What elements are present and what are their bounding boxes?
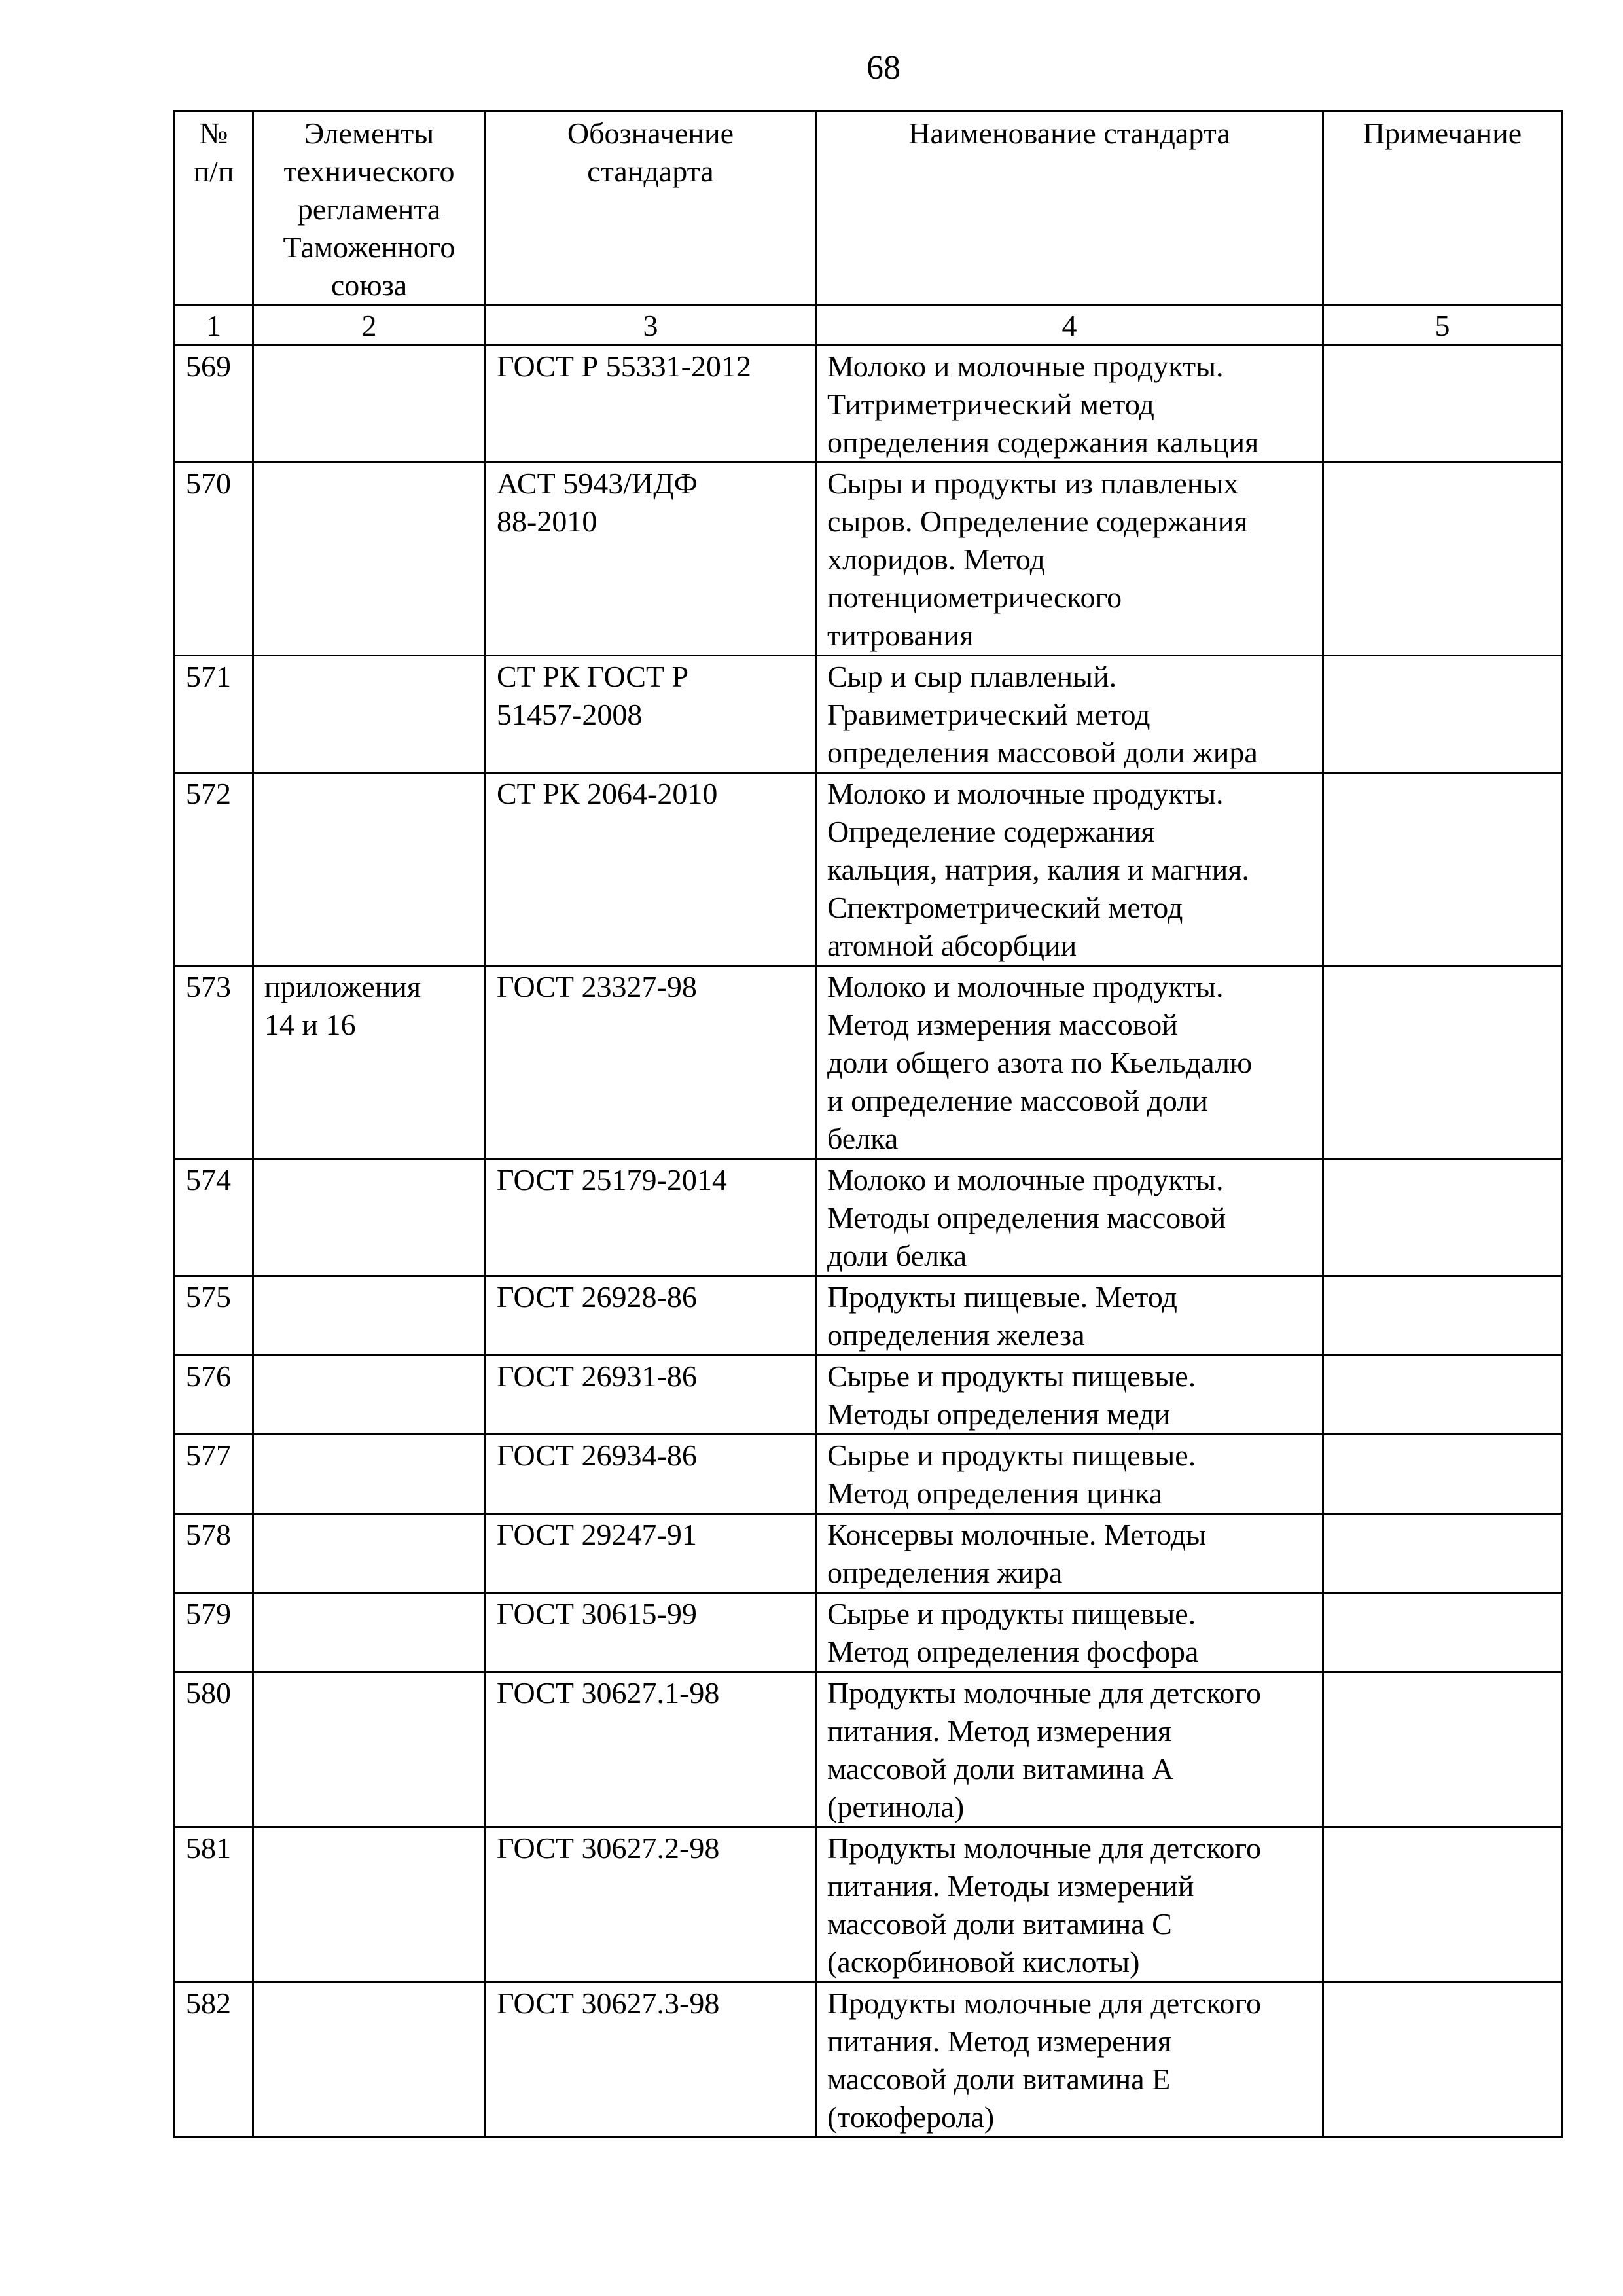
row-number: 576 bbox=[175, 1355, 253, 1435]
row-number: 570 bbox=[175, 463, 253, 656]
row-designation: ГОСТ 30627.3-98 bbox=[486, 1982, 816, 2138]
table-row bbox=[175, 1514, 1562, 1593]
row-note bbox=[1323, 463, 1562, 656]
row-element bbox=[253, 773, 486, 966]
table-row bbox=[175, 1672, 1562, 1827]
row-designation: ГОСТ 29247-91 bbox=[486, 1514, 816, 1593]
column-number: 1 bbox=[175, 306, 253, 346]
header-elements: Элементы технического регламента Таможенного союза bbox=[253, 111, 486, 306]
row-standard-name: Консервы молочные. Методы определения жира bbox=[816, 1514, 1323, 1593]
column-number: 3 bbox=[486, 306, 816, 346]
row-standard-name: Продукты молочные для детского питания. Методы измерений массовой доли витамина С (аскорбиновой кислоты) bbox=[816, 1827, 1323, 1982]
row-element bbox=[253, 1514, 486, 1593]
row-standard-name: Сырье и продукты пищевые. Метод определения цинка bbox=[816, 1435, 1323, 1514]
row-note bbox=[1323, 1276, 1562, 1355]
row-element bbox=[253, 1982, 486, 2138]
row-standard-name: Продукты молочные для детского питания. Метод измерения массовой доли витамина Е (токоферола) bbox=[816, 1982, 1323, 2138]
row-number: 582 bbox=[175, 1982, 253, 2138]
table-row bbox=[175, 966, 1562, 1159]
row-number: 581 bbox=[175, 1827, 253, 1982]
row-number: 572 bbox=[175, 773, 253, 966]
table-row bbox=[175, 346, 1562, 463]
row-number: 569 bbox=[175, 346, 253, 463]
row-number: 574 bbox=[175, 1159, 253, 1276]
row-note bbox=[1323, 1982, 1562, 2138]
row-number: 573 bbox=[175, 966, 253, 1159]
column-number: 4 bbox=[816, 306, 1323, 346]
table-row bbox=[175, 1827, 1562, 1982]
row-standard-name: Сыр и сыр плавленый. Гравиметрический метод определения массовой доли жира bbox=[816, 656, 1323, 773]
row-designation: ГОСТ 26934-86 bbox=[486, 1435, 816, 1514]
row-element: приложения 14 и 16 bbox=[253, 966, 486, 1159]
header-designation: Обозначение стандарта bbox=[486, 111, 816, 306]
row-designation: ГОСТ 23327-98 bbox=[486, 966, 816, 1159]
row-designation: ГОСТ Р 55331-2012 bbox=[486, 346, 816, 463]
row-note bbox=[1323, 1355, 1562, 1435]
row-number: 578 bbox=[175, 1514, 253, 1593]
row-designation: ГОСТ 30627.2-98 bbox=[486, 1827, 816, 1982]
row-note bbox=[1323, 1435, 1562, 1514]
row-designation: ГОСТ 30615-99 bbox=[486, 1593, 816, 1672]
row-element bbox=[253, 1355, 486, 1435]
row-number: 571 bbox=[175, 656, 253, 773]
row-element bbox=[253, 346, 486, 463]
header-note: Примечание bbox=[1323, 111, 1562, 306]
table-row bbox=[175, 1355, 1562, 1435]
row-note bbox=[1323, 1827, 1562, 1982]
row-element bbox=[253, 1159, 486, 1276]
row-element bbox=[253, 1672, 486, 1827]
row-number: 580 bbox=[175, 1672, 253, 1827]
row-note bbox=[1323, 346, 1562, 463]
row-standard-name: Сырье и продукты пищевые. Методы определения меди bbox=[816, 1355, 1323, 1435]
row-element bbox=[253, 1827, 486, 1982]
table-row bbox=[175, 1593, 1562, 1672]
row-note bbox=[1323, 656, 1562, 773]
row-standard-name: Сыры и продукты из плавленых сыров. Определение содержания хлоридов. Метод потенциометрического титрования bbox=[816, 463, 1323, 656]
row-note bbox=[1323, 1514, 1562, 1593]
row-element bbox=[253, 463, 486, 656]
row-number: 577 bbox=[175, 1435, 253, 1514]
column-number-row bbox=[175, 306, 1562, 346]
row-number: 575 bbox=[175, 1276, 253, 1355]
row-note bbox=[1323, 773, 1562, 966]
row-designation: СТ РК ГОСТ Р 51457-2008 bbox=[486, 656, 816, 773]
table-row bbox=[175, 656, 1562, 773]
row-standard-name: Молоко и молочные продукты. Метод измерения массовой доли общего азота по Кьельдалю и определение массовой доли белка bbox=[816, 966, 1323, 1159]
header-num: № п/п bbox=[175, 111, 253, 306]
row-designation: ГОСТ 25179-2014 bbox=[486, 1159, 816, 1276]
row-element bbox=[253, 1276, 486, 1355]
header-name: Наименование стандарта bbox=[816, 111, 1323, 306]
header-row bbox=[175, 111, 1562, 306]
table-row bbox=[175, 1276, 1562, 1355]
row-designation: ГОСТ 26928-86 bbox=[486, 1276, 816, 1355]
row-designation: ГОСТ 30627.1-98 bbox=[486, 1672, 816, 1827]
table-row bbox=[175, 463, 1562, 656]
page-number: 68 bbox=[866, 49, 901, 86]
row-number: 579 bbox=[175, 1593, 253, 1672]
row-standard-name: Молоко и молочные продукты. Методы определения массовой доли белка bbox=[816, 1159, 1323, 1276]
row-standard-name: Молоко и молочные продукты. Определение содержания кальция, натрия, калия и магния. Спектрометрический метод атомной абсорбции bbox=[816, 773, 1323, 966]
row-element bbox=[253, 656, 486, 773]
table-row bbox=[175, 773, 1562, 966]
row-note bbox=[1323, 1593, 1562, 1672]
row-standard-name: Сырье и продукты пищевые. Метод определения фосфора bbox=[816, 1593, 1323, 1672]
row-designation: АСТ 5943/ИДФ 88-2010 bbox=[486, 463, 816, 656]
column-number: 5 bbox=[1323, 306, 1562, 346]
table-row bbox=[175, 1435, 1562, 1514]
row-note bbox=[1323, 966, 1562, 1159]
standards-table bbox=[173, 110, 1563, 2138]
row-element bbox=[253, 1435, 486, 1514]
row-note bbox=[1323, 1159, 1562, 1276]
row-standard-name: Продукты пищевые. Метод определения железа bbox=[816, 1276, 1323, 1355]
column-number: 2 bbox=[253, 306, 486, 346]
row-standard-name: Продукты молочные для детского питания. Метод измерения массовой доли витамина А (ретинола) bbox=[816, 1672, 1323, 1827]
table-row bbox=[175, 1982, 1562, 2138]
table-row bbox=[175, 1159, 1562, 1276]
row-standard-name: Молоко и молочные продукты. Титриметрический метод определения содержания кальция bbox=[816, 346, 1323, 463]
row-element bbox=[253, 1593, 486, 1672]
row-designation: ГОСТ 26931-86 bbox=[486, 1355, 816, 1435]
row-note bbox=[1323, 1672, 1562, 1827]
row-designation: СТ РК 2064-2010 bbox=[486, 773, 816, 966]
